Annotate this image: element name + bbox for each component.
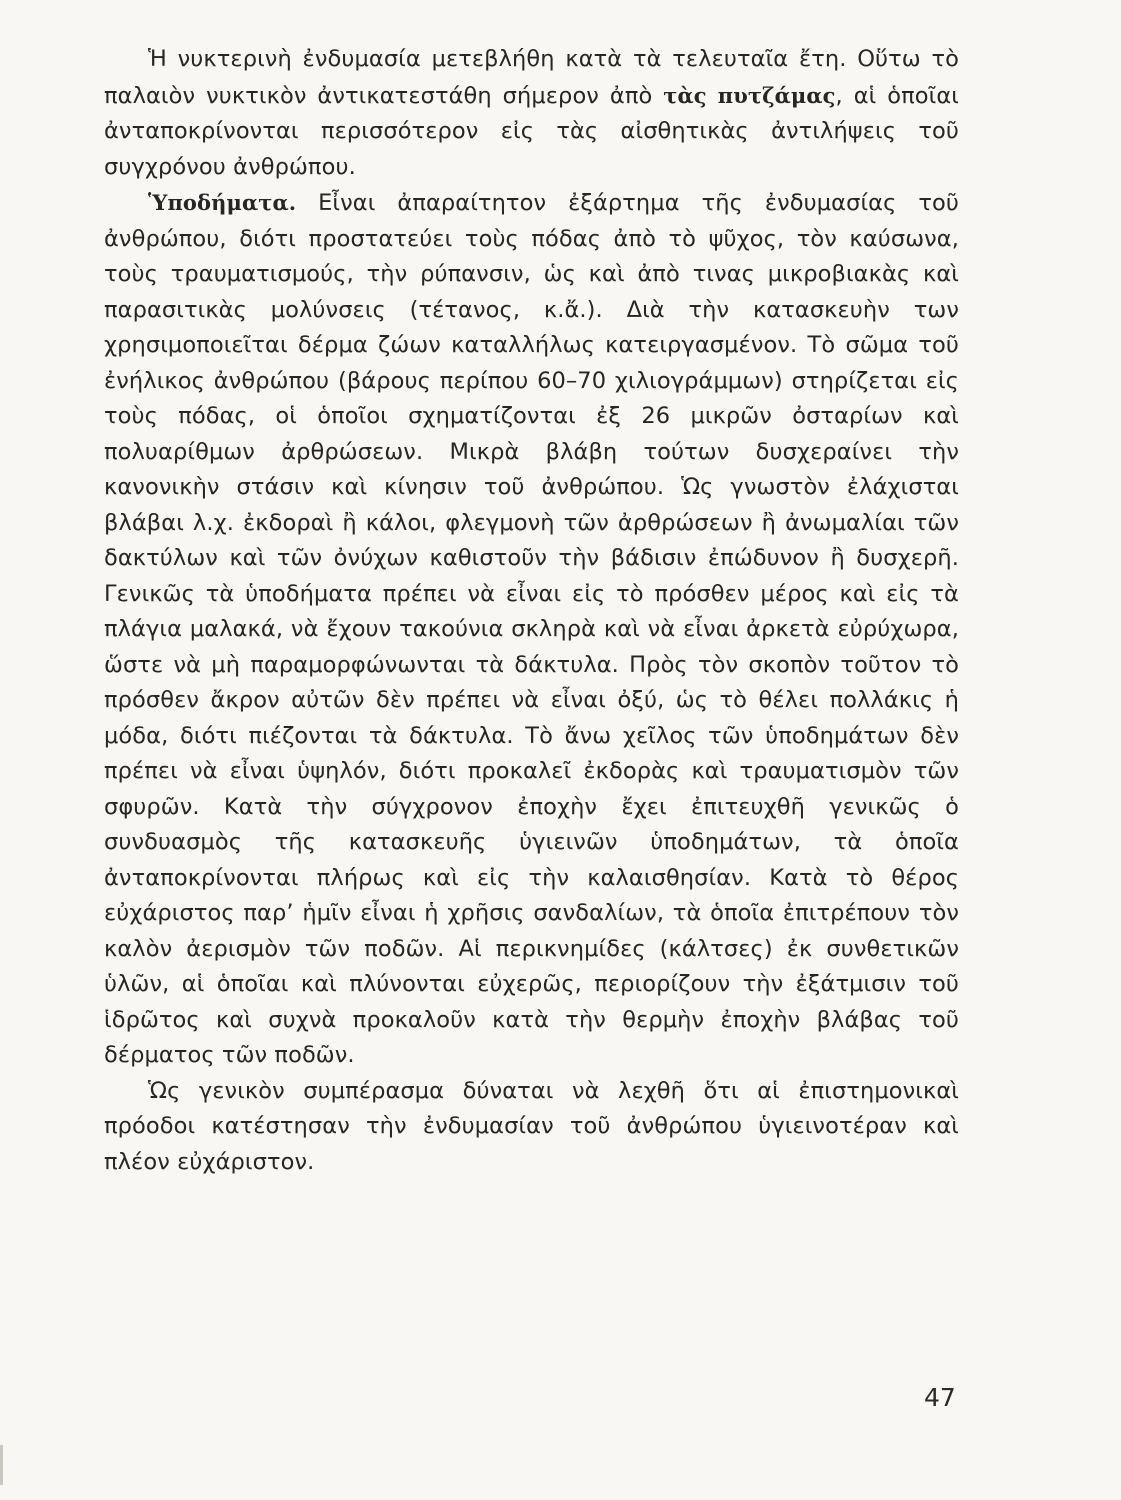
text-run: Ὡς γενικὸν συμπέρασμα δύναται νὰ λεχθῆ ὅτι αἱ ἐπιστημονικαὶ πρόοδοι κατέστησαν τὴν ἐνδυμασίαν τοῦ ἀνθρώπου ὑγιεινοτέραν καὶ πλέον εὐχάριστον.: [104, 1077, 959, 1175]
page-number: 47: [924, 1383, 956, 1412]
section-heading-footwear: Ὑποδήματα.: [148, 190, 297, 215]
scan-edge-mark: [0, 1445, 3, 1485]
text-run: Ἡ νυκτερινὴ ἐνδυμασία μετεβλήθη κατὰ τὰ τελευταῖα ἔτη. Οὕτω τὸ παλαιὸν νυκτικὸν ἀντικατεστάθη σήμερον ἀπὸ: [104, 46, 959, 109]
bold-term-pyjamas: τὰς πυτζάμας: [663, 82, 836, 108]
paragraph-nightwear: [104, 42, 959, 185]
text-run: Εἶναι ἀπαραίτητον ἐξάρτημα τῆς ἐνδυμασίας τοῦ ἀνθρώπου, διότι προστατεύει τοὺς πόδας ἀπὸ τὸ ψῦχος, τὸν καύσωνα, τοὺς τραυματισμούς, τὴν ρύπανσιν, ὡς καὶ ἀπὸ τινας μικροβιακὰς καὶ παρασιτικὰς μολύνσεις (τέτανος, κ.ἄ.). Διὰ τὴν κατασκευὴν των χρησιμοποιεῖται δέρμα ζώων καταλλήλως κατειργασμένον. Τὸ σῶμα τοῦ ἐνήλικος ἀνθρώπου (βάρους περίπου 60–70 χιλιογράμμων) στηρίζεται εἰς τοὺς πόδας, οἱ ὁποῖοι σχηματίζονται ἐξ 26 μικρῶν ὀσταρίων καὶ πολυαρίθμων ἀρθρώσεων. Μικρὰ βλάβη τούτων δυσχεραίνει τὴν κανονικὴν στάσιν καὶ κίνησιν τοῦ ἀνθρώπου. Ὡς γνωστὸν ἐλάχισται βλάβαι λ.χ. ἐκδοραὶ ἢ κάλοι, φλεγμονὴ τῶν ἀρθρώσεων ἢ ἀνωμαλίαι τῶν δακτύλων καὶ τῶν ὀνύχων καθιστοῦν τὴν βάδισιν ἐπώδυνον ἢ δυσχερῆ. Γενικῶς τὰ ὑποδήματα πρέπει νὰ εἶναι εἰς τὸ πρόσθεν μέρος καὶ εἰς τὰ πλάγια μαλακά, νὰ ἔχουν τακούνια σκληρὰ καὶ νὰ εἶναι ἀρκετὰ εὐρύχωρα, ὥστε νὰ μὴ παραμορφώνωνται τὰ δάκτυλα. Πρὸς τὸν σκοπὸν τοῦτον τὸ πρόσθεν ἄκρον αὐτῶν δὲν πρέπει νὰ εἶναι ὀξύ, ὡς τὸ θέλει πολλάκις ἡ μόδα, διότι πιέζονται τὰ δάκτυλα. Τὸ ἄνω χεῖλος τῶν ὑποδημάτων δὲν πρέπει νὰ εἶναι ὑψηλόν, διότι προκαλεῖ ἐκδορὰς καὶ τραυματισμὸν τῶν σφυρῶν. Κατὰ τὴν σύγχρονον ἐποχὴν ἔχει ἐπιτευχθῆ γενικῶς ὁ συνδυασμὸς τῆς κατασκευῆς ὑγιεινῶν ὑποδημάτων, τὰ ὁποῖα ἀνταποκρίνονται πλήρως καὶ εἰς τὴν καλαισθησίαν. Κατὰ τὸ θέρος εὐχάριστος παρ’ ἡμῖν εἶναι ἡ χρῆσις σανδαλίων, τὰ ὁποῖα ἐπιτρέπουν τὸν καλὸν ἀερισμὸν τῶν ποδῶν. Αἱ περικνημίδες (κάλτσες) ἐκ συνθετικῶν ὑλῶν, αἱ ὁποῖαι καὶ πλύνονται εὐχερῶς, περιορίζουν τὴν ἐξάτμισιν τοῦ ἱδρῶτος καὶ συχνὰ προκαλοῦν κατὰ τὴν θερμὴν ἐποχὴν βλάβας τοῦ δέρματος τῶν ποδῶν.: [104, 190, 959, 1068]
text-run: , αἱ ὁποῖαι ἀνταποκρίνονται περισσότερον εἰς τὰς αἰσθητικὰς ἀντιλήψεις τοῦ συγχρόνου ἀνθρώπου.: [104, 82, 959, 180]
paragraph-footwear: [104, 185, 959, 1074]
body-text: [104, 42, 959, 1180]
paragraph-conclusion: [104, 1074, 959, 1181]
